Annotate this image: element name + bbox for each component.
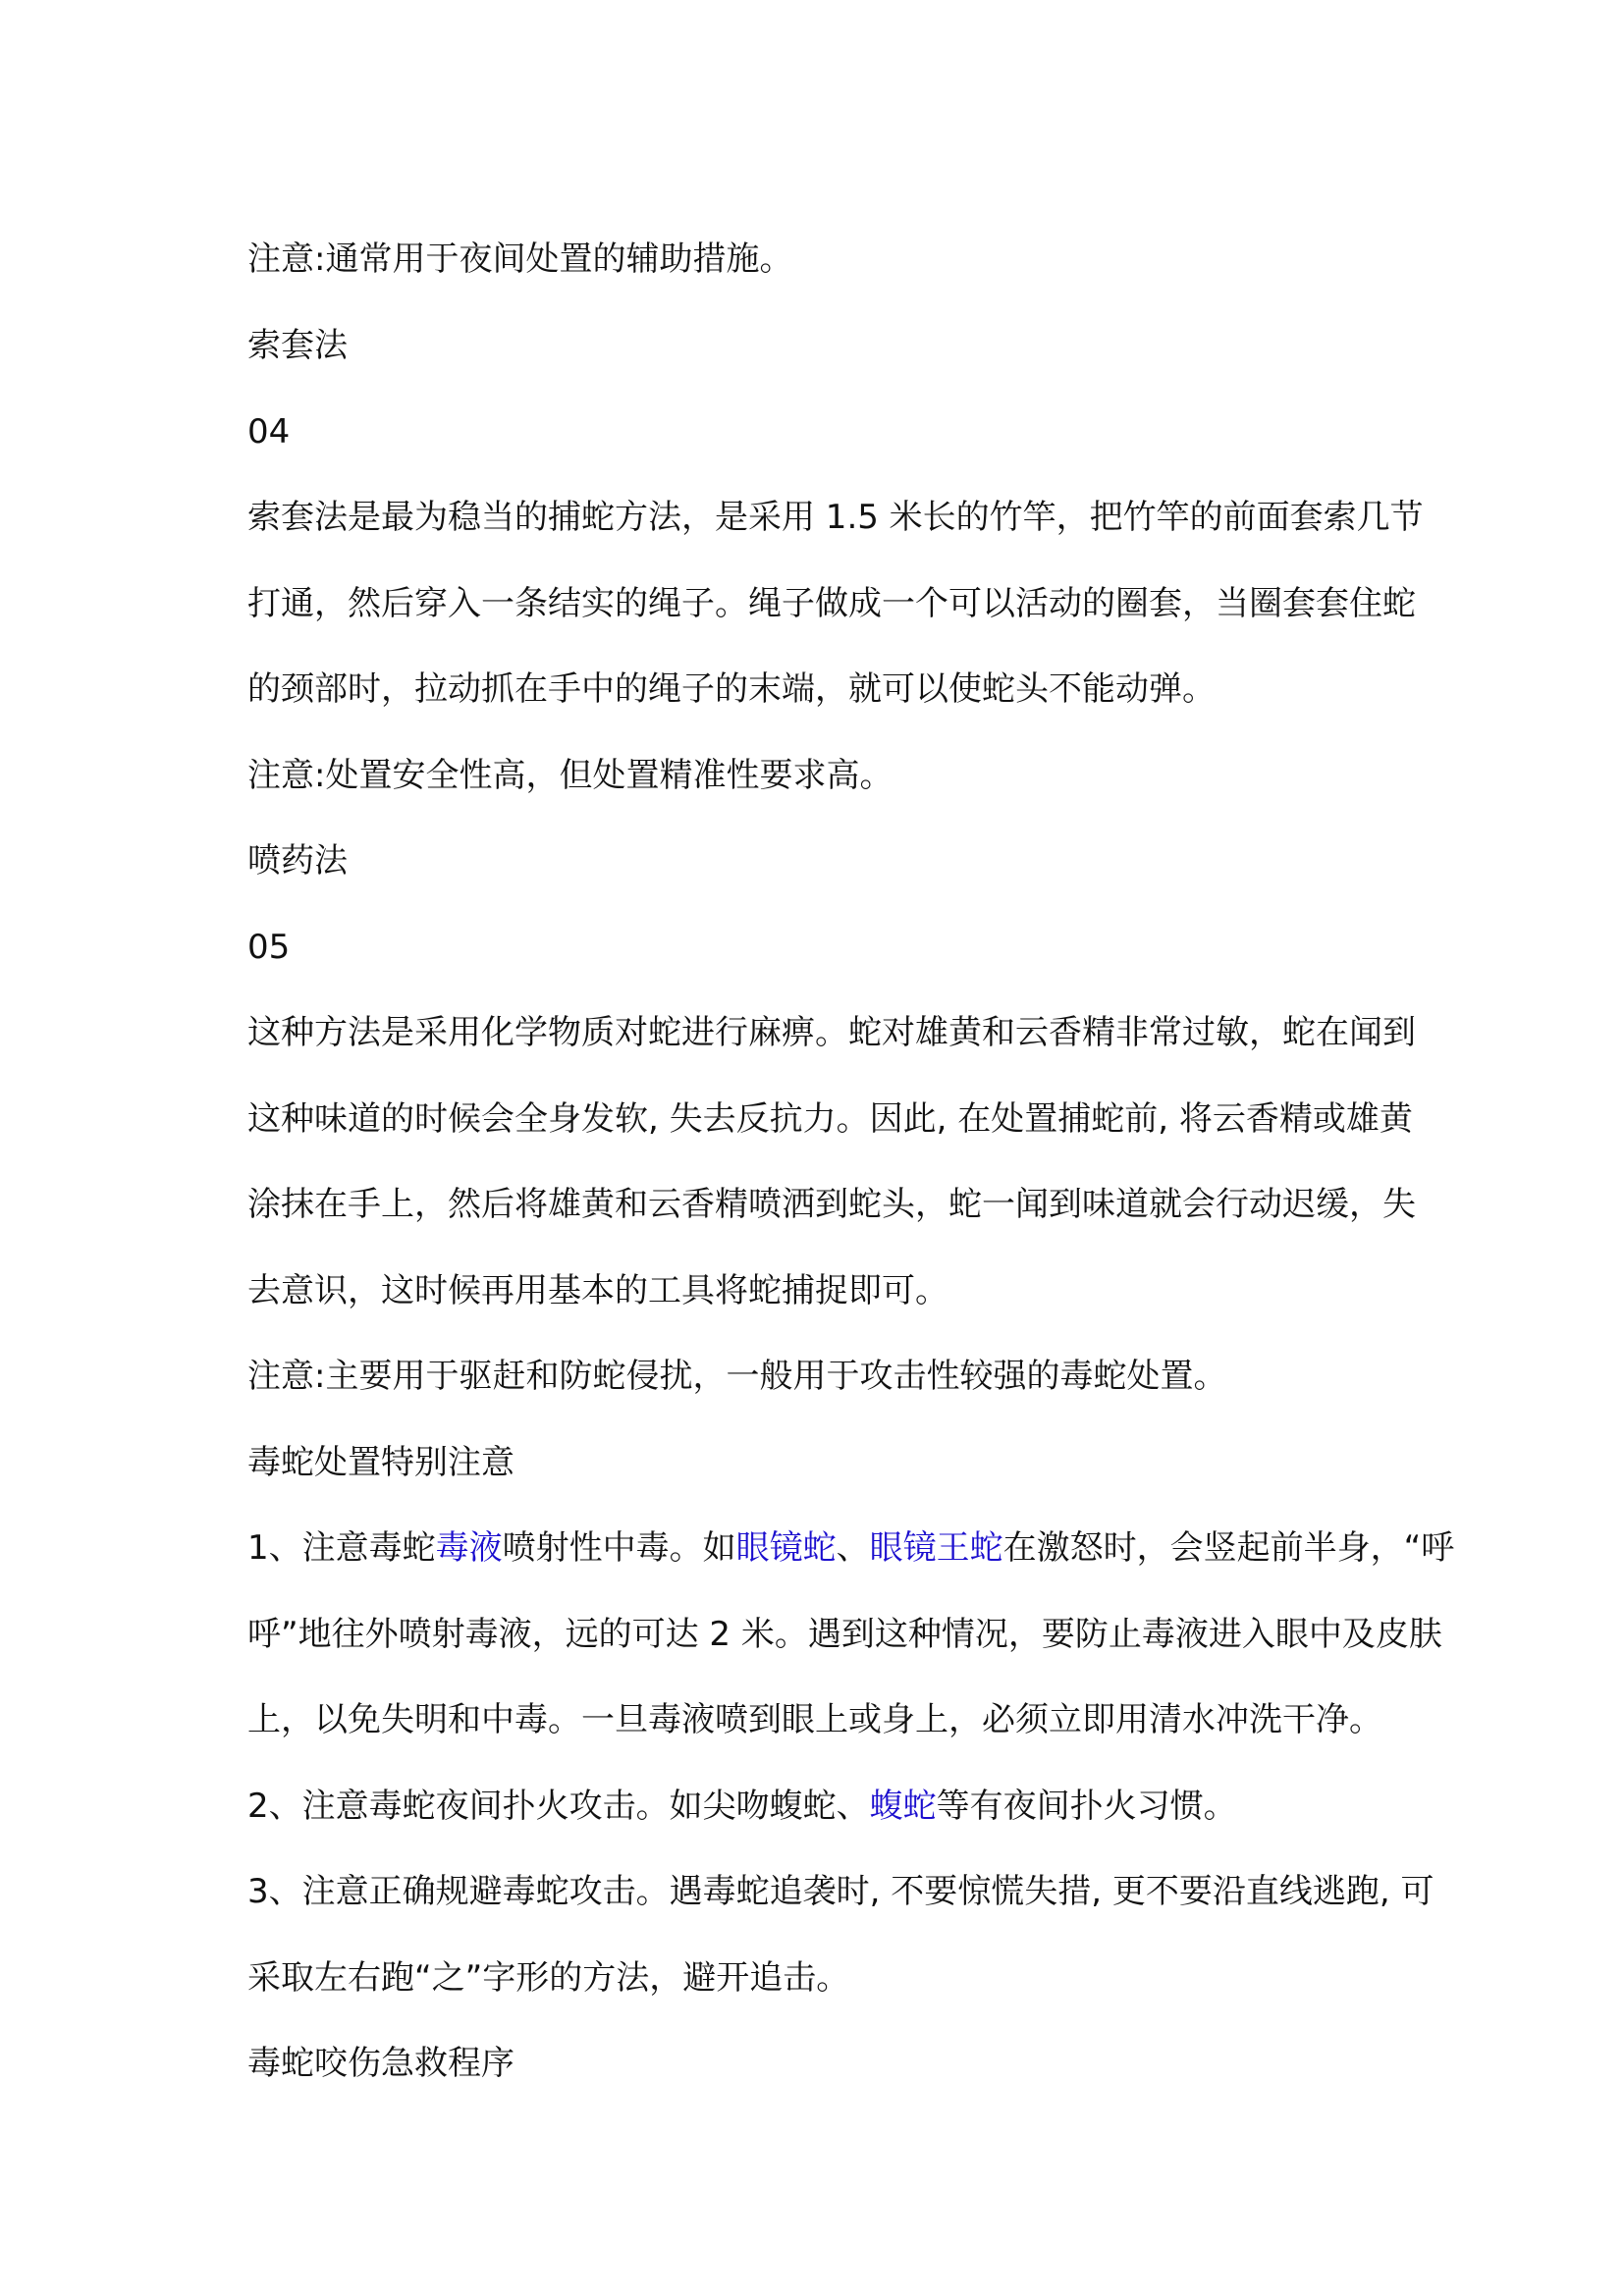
note-lasso-safety: 注意:处置安全性高，但处置精准性要求高。 [247,756,893,795]
note1-text-a: 1、注意毒蛇 [247,1528,436,1568]
link-pit-viper[interactable]: 蝮蛇 [869,1787,937,1826]
heading-lasso-method: 索套法 [247,326,348,365]
note-night-aid: 注意:通常用于夜间处置的辅助措施。 [247,240,793,279]
note3-line-1: 3、注意正确规避毒蛇攻击。遇毒蛇追袭时, 不要惊慌失措, 更不要沿直线逃跑, 可 [247,1872,1435,1911]
note-spray-usage: 注意:主要用于驱赶和防蛇侵扰，一般用于攻击性较强的毒蛇处置。 [247,1357,1227,1396]
note3-line-2: 采取左右跑“之”字形的方法，避开追击。 [247,1958,850,1998]
heading-first-aid: 毒蛇咬伤急救程序 [247,2044,514,2083]
note1-line-3: 上，以免失明和中毒。一旦毒液喷到眼上或身上，必须立即用清水冲洗干净。 [247,1700,1382,1739]
spray-text-line-4: 去意识，这时候再用基本的工具将蛇捕捉即可。 [247,1271,948,1310]
lasso-text-line-1: 索套法是最为稳当的捕蛇方法，是采用 1.5 米长的竹竿，把竹竿的前面套索几节 [247,498,1424,537]
section-number-04: 04 [247,412,291,452]
lasso-text-line-3: 的颈部时，拉动抓在手中的绳子的末端，就可以使蛇头不能动弹。 [247,669,1216,709]
note2-text-b: 等有夜间扑火习惯。 [936,1787,1237,1826]
note2-line-1 [247,1785,1396,1828]
note2-text-a: 2、注意毒蛇夜间扑火攻击。如尖吻蝮蛇、 [247,1787,870,1826]
heading-special-notes: 毒蛇处置特别注意 [247,1443,514,1482]
note1-line-2: 呼”地往外喷射毒液，远的可达 2 米。遇到这种情况，要防止毒液进入眼中及皮肤 [247,1615,1442,1654]
link-king-cobra[interactable]: 眼镜王蛇 [869,1528,1003,1568]
note1-line-1 [247,1526,1455,1570]
note1-text-c: 、 [836,1528,870,1568]
spray-text-line-2: 这种味道的时候会全身发软, 失去反抗力。因此, 在处置捕蛇前, 将云香精或雄黄 [247,1099,1413,1139]
spray-text-line-1: 这种方法是采用化学物质对蛇进行麻痹。蛇对雄黄和云香精非常过敏，蛇在闻到 [247,1013,1416,1052]
heading-spray-method: 喷药法 [247,841,348,881]
note1-text-b: 喷射性中毒。如 [502,1528,736,1568]
section-number-05: 05 [247,928,291,967]
link-cobra[interactable]: 眼镜蛇 [735,1528,837,1568]
spray-text-line-3: 涂抹在手上，然后将雄黄和云香精喷洒到蛇头，蛇一闻到味道就会行动迟缓，失 [247,1185,1416,1224]
lasso-text-line-2: 打通，然后穿入一条结实的绳子。绳子做成一个可以活动的圈套，当圈套套住蛇 [247,584,1416,623]
link-venom[interactable]: 毒液 [435,1528,503,1568]
note1-text-d: 在激怒时，会竖起前半身，“呼 [1002,1528,1455,1568]
